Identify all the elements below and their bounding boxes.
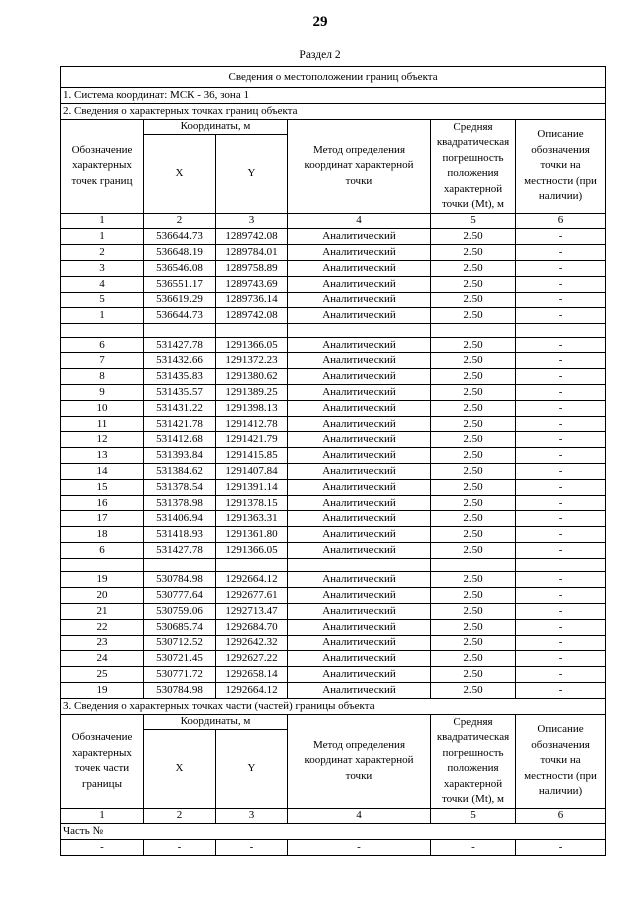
description-cell: - — [516, 448, 606, 464]
empty-cell — [144, 324, 216, 338]
point-cell: 14 — [61, 464, 144, 480]
part-cell: - — [431, 840, 516, 856]
method-cell: Аналитический — [288, 432, 431, 448]
y-cell: 1292664.12 — [216, 572, 288, 588]
y-cell: 1291366.05 — [216, 543, 288, 559]
method-cell: Аналитический — [288, 682, 431, 698]
method-cell: Аналитический — [288, 495, 431, 511]
accuracy-cell: 2.50 — [431, 229, 516, 245]
y-cell: 1291415.85 — [216, 448, 288, 464]
description-cell: - — [516, 385, 606, 401]
method-cell: Аналитический — [288, 543, 431, 559]
method-cell: Аналитический — [288, 527, 431, 543]
table-row — [61, 511, 606, 527]
x-cell: 530784.98 — [144, 682, 216, 698]
accuracy-cell: 2.50 — [431, 603, 516, 619]
accuracy-cell: 2.50 — [431, 400, 516, 416]
point-cell: 17 — [61, 511, 144, 527]
x-cell: 530685.74 — [144, 619, 216, 635]
y-cell: 1292684.70 — [216, 619, 288, 635]
column-numbers-row — [61, 213, 606, 229]
accuracy-cell: 2.50 — [431, 292, 516, 308]
point-cell: 4 — [61, 276, 144, 292]
x-cell: 531412.68 — [144, 432, 216, 448]
subsection3-row — [61, 698, 606, 714]
empty-cell — [516, 324, 606, 338]
method-cell: Аналитический — [288, 416, 431, 432]
table-row — [61, 276, 606, 292]
point-cell: 25 — [61, 667, 144, 683]
method-cell: Аналитический — [288, 619, 431, 635]
table-row — [61, 260, 606, 276]
description-cell: - — [516, 603, 606, 619]
point-cell: 12 — [61, 432, 144, 448]
table-row — [61, 635, 606, 651]
empty-cell — [144, 558, 216, 572]
method-cell: Аналитический — [288, 369, 431, 385]
description-cell: - — [516, 543, 606, 559]
header2-x: X — [144, 730, 216, 808]
table-row — [61, 400, 606, 416]
accuracy-cell: 2.50 — [431, 651, 516, 667]
point-cell: 24 — [61, 651, 144, 667]
header2-method: Метод определения координат характерной точки — [288, 714, 431, 808]
part-label-row — [61, 824, 606, 840]
empty-cell — [431, 324, 516, 338]
point-cell: 19 — [61, 572, 144, 588]
header2-point: Обозначение характерных точек части границы — [61, 714, 144, 808]
point-cell: 1 — [61, 229, 144, 245]
method-cell: Аналитический — [288, 385, 431, 401]
y-cell: 1291378.15 — [216, 495, 288, 511]
accuracy-cell: 2.50 — [431, 572, 516, 588]
y-cell: 1292664.12 — [216, 682, 288, 698]
table-row — [61, 619, 606, 635]
x-cell: 531435.57 — [144, 385, 216, 401]
method-cell: Аналитический — [288, 260, 431, 276]
point-cell: 15 — [61, 479, 144, 495]
description-cell: - — [516, 667, 606, 683]
y-cell: 1289743.69 — [216, 276, 288, 292]
x-cell: 530784.98 — [144, 572, 216, 588]
method-cell: Аналитический — [288, 276, 431, 292]
description-cell: - — [516, 229, 606, 245]
method-cell: Аналитический — [288, 448, 431, 464]
x-cell: 531378.98 — [144, 495, 216, 511]
x-cell: 536551.17 — [144, 276, 216, 292]
table-row — [61, 527, 606, 543]
point-cell: 18 — [61, 527, 144, 543]
empty-cell — [216, 558, 288, 572]
x-cell: 531435.83 — [144, 369, 216, 385]
table-row — [61, 292, 606, 308]
x-cell: 531378.54 — [144, 479, 216, 495]
point-cell: 7 — [61, 353, 144, 369]
table-row — [61, 667, 606, 683]
x-cell: 531421.78 — [144, 416, 216, 432]
empty-cell — [216, 324, 288, 338]
x-cell: 536648.19 — [144, 245, 216, 261]
x-cell: 531393.84 — [144, 448, 216, 464]
method-cell: Аналитический — [288, 245, 431, 261]
y-cell: 1292713.47 — [216, 603, 288, 619]
part-row — [61, 840, 606, 856]
description-cell: - — [516, 635, 606, 651]
method-cell: Аналитический — [288, 400, 431, 416]
accuracy-cell: 2.50 — [431, 276, 516, 292]
x-cell: 530712.52 — [144, 635, 216, 651]
empty-cell — [61, 558, 144, 572]
method-cell: Аналитический — [288, 337, 431, 353]
subsection2-row — [61, 103, 606, 119]
table-row — [61, 448, 606, 464]
x-cell: 536546.08 — [144, 260, 216, 276]
table-row — [61, 308, 606, 324]
accuracy-cell: 2.50 — [431, 527, 516, 543]
description-cell: - — [516, 276, 606, 292]
y-cell: 1291372.23 — [216, 353, 288, 369]
point-cell: 16 — [61, 495, 144, 511]
point-cell: 3 — [61, 260, 144, 276]
separator-row — [61, 324, 606, 338]
part-cell: - — [288, 840, 431, 856]
coord-system: 1. Система координат: МСК - 36, зона 1 — [61, 88, 606, 104]
header-coords: Координаты, м — [144, 119, 288, 135]
table-row — [61, 385, 606, 401]
accuracy-cell: 2.50 — [431, 369, 516, 385]
y-cell: 1291389.25 — [216, 385, 288, 401]
y-cell: 1292642.32 — [216, 635, 288, 651]
point-cell: 13 — [61, 448, 144, 464]
header2-y: Y — [216, 730, 288, 808]
point-cell: 20 — [61, 588, 144, 604]
table-row — [61, 369, 606, 385]
accuracy-cell: 2.50 — [431, 416, 516, 432]
empty-cell — [516, 558, 606, 572]
subsection-3-title: 3. Сведения о характерных точках части (частей) границы объекта — [61, 698, 606, 714]
point-cell: 10 — [61, 400, 144, 416]
method-cell: Аналитический — [288, 308, 431, 324]
empty-cell — [431, 558, 516, 572]
accuracy-cell: 2.50 — [431, 588, 516, 604]
column-number: 3 — [216, 808, 288, 824]
x-cell: 531427.78 — [144, 337, 216, 353]
description-cell: - — [516, 527, 606, 543]
y-cell: 1292677.61 — [216, 588, 288, 604]
header-point: Обозначение характерных точек границ — [61, 119, 144, 213]
column-number: 1 — [61, 808, 144, 824]
method-cell: Аналитический — [288, 464, 431, 480]
point-cell: 2 — [61, 245, 144, 261]
description-cell: - — [516, 464, 606, 480]
method-cell: Аналитический — [288, 479, 431, 495]
part-cell: - — [144, 840, 216, 856]
column-number: 2 — [144, 808, 216, 824]
coord-system-row — [61, 88, 606, 104]
description-cell: - — [516, 308, 606, 324]
point-cell: 1 — [61, 308, 144, 324]
description-cell: - — [516, 651, 606, 667]
description-cell: - — [516, 495, 606, 511]
accuracy-cell: 2.50 — [431, 432, 516, 448]
y-cell: 1289784.01 — [216, 245, 288, 261]
table-row — [61, 588, 606, 604]
table-row — [61, 479, 606, 495]
header-method: Метод определения координат характерной точки — [288, 119, 431, 213]
x-cell: 536619.29 — [144, 292, 216, 308]
point-cell: 22 — [61, 619, 144, 635]
part-cell: - — [516, 840, 606, 856]
y-cell: 1289736.14 — [216, 292, 288, 308]
method-cell: Аналитический — [288, 229, 431, 245]
point-cell: 9 — [61, 385, 144, 401]
table-row — [61, 416, 606, 432]
description-cell: - — [516, 432, 606, 448]
header2-accuracy: Средняя квадратическая погрешность положения характерной точки (Mt), м — [431, 714, 516, 808]
table-row — [61, 229, 606, 245]
method-cell: Аналитический — [288, 588, 431, 604]
y-cell: 1289742.08 — [216, 229, 288, 245]
empty-cell — [288, 324, 431, 338]
point-cell: 6 — [61, 337, 144, 353]
header2-row — [61, 714, 606, 730]
point-cell: 19 — [61, 682, 144, 698]
table-title-row — [61, 67, 606, 88]
accuracy-cell: 2.50 — [431, 245, 516, 261]
table-row — [61, 572, 606, 588]
y-cell: 1289758.89 — [216, 260, 288, 276]
x-cell: 531431.22 — [144, 400, 216, 416]
point-cell: 21 — [61, 603, 144, 619]
header-accuracy: Средняя квадратическая погрешность положения характерной точки (Mt), м — [431, 119, 516, 213]
column-number: 5 — [431, 808, 516, 824]
column-number: 1 — [61, 213, 144, 229]
boundary-table — [60, 66, 606, 856]
accuracy-cell: 2.50 — [431, 479, 516, 495]
header2-coords: Координаты, м — [144, 714, 288, 730]
description-cell: - — [516, 588, 606, 604]
method-cell: Аналитический — [288, 511, 431, 527]
x-cell: 531418.93 — [144, 527, 216, 543]
accuracy-cell: 2.50 — [431, 308, 516, 324]
x-cell: 530721.45 — [144, 651, 216, 667]
subsection-2-title: 2. Сведения о характерных точках границ объекта — [61, 103, 606, 119]
accuracy-cell: 2.50 — [431, 543, 516, 559]
y-cell: 1291398.13 — [216, 400, 288, 416]
table-title: Сведения о местоположении границ объекта — [61, 67, 606, 88]
table-row — [61, 353, 606, 369]
empty-cell — [288, 558, 431, 572]
accuracy-cell: 2.50 — [431, 337, 516, 353]
y-cell: 1292658.14 — [216, 667, 288, 683]
column-number: 2 — [144, 213, 216, 229]
description-cell: - — [516, 416, 606, 432]
description-cell: - — [516, 619, 606, 635]
description-cell: - — [516, 353, 606, 369]
point-cell: 8 — [61, 369, 144, 385]
y-cell: 1291391.14 — [216, 479, 288, 495]
description-cell: - — [516, 572, 606, 588]
x-cell: 536644.73 — [144, 308, 216, 324]
accuracy-cell: 2.50 — [431, 667, 516, 683]
point-cell: 11 — [61, 416, 144, 432]
column-number: 3 — [216, 213, 288, 229]
description-cell: - — [516, 337, 606, 353]
x-cell: 531406.94 — [144, 511, 216, 527]
description-cell: - — [516, 400, 606, 416]
table-row — [61, 543, 606, 559]
header2-description: Описание обозначения точки на местности (при наличии) — [516, 714, 606, 808]
column-number: 4 — [288, 213, 431, 229]
x-cell: 536644.73 — [144, 229, 216, 245]
x-cell: 531384.62 — [144, 464, 216, 480]
point-cell: 23 — [61, 635, 144, 651]
method-cell: Аналитический — [288, 635, 431, 651]
accuracy-cell: 2.50 — [431, 511, 516, 527]
empty-cell — [61, 324, 144, 338]
accuracy-cell: 2.50 — [431, 385, 516, 401]
part-label: Часть № — [61, 824, 606, 840]
description-cell: - — [516, 292, 606, 308]
y-cell: 1289742.08 — [216, 308, 288, 324]
x-cell: 531427.78 — [144, 543, 216, 559]
column-number: 6 — [516, 213, 606, 229]
page-number: 29 — [312, 14, 328, 30]
description-cell: - — [516, 682, 606, 698]
description-cell: - — [516, 369, 606, 385]
column-number: 4 — [288, 808, 431, 824]
point-cell: 6 — [61, 543, 144, 559]
description-cell: - — [516, 245, 606, 261]
y-cell: 1292627.22 — [216, 651, 288, 667]
y-cell: 1291361.80 — [216, 527, 288, 543]
description-cell: - — [516, 260, 606, 276]
y-cell: 1291412.78 — [216, 416, 288, 432]
accuracy-cell: 2.50 — [431, 448, 516, 464]
header-x: X — [144, 135, 216, 213]
table-row — [61, 432, 606, 448]
table-row — [61, 245, 606, 261]
method-cell: Аналитический — [288, 667, 431, 683]
part-cell: - — [61, 840, 144, 856]
y-cell: 1291407.84 — [216, 464, 288, 480]
point-cell: 5 — [61, 292, 144, 308]
accuracy-cell: 2.50 — [431, 495, 516, 511]
header-row — [61, 119, 606, 135]
column-numbers2-row — [61, 808, 606, 824]
description-cell: - — [516, 511, 606, 527]
method-cell: Аналитический — [288, 572, 431, 588]
column-number: 5 — [431, 213, 516, 229]
table-row — [61, 603, 606, 619]
x-cell: 530759.06 — [144, 603, 216, 619]
x-cell: 531432.66 — [144, 353, 216, 369]
table-row — [61, 464, 606, 480]
separator-row — [61, 558, 606, 572]
accuracy-cell: 2.50 — [431, 464, 516, 480]
accuracy-cell: 2.50 — [431, 353, 516, 369]
accuracy-cell: 2.50 — [431, 260, 516, 276]
description-cell: - — [516, 479, 606, 495]
header-description: Описание обозначения точки на местности (при наличии) — [516, 119, 606, 213]
section-title: Раздел 2 — [299, 49, 341, 61]
column-number: 6 — [516, 808, 606, 824]
x-cell: 530771.72 — [144, 667, 216, 683]
x-cell: 530777.64 — [144, 588, 216, 604]
table-row — [61, 651, 606, 667]
table-row — [61, 682, 606, 698]
y-cell: 1291363.31 — [216, 511, 288, 527]
y-cell: 1291380.62 — [216, 369, 288, 385]
method-cell: Аналитический — [288, 353, 431, 369]
table-row — [61, 495, 606, 511]
y-cell: 1291366.05 — [216, 337, 288, 353]
table-row — [61, 337, 606, 353]
method-cell: Аналитический — [288, 651, 431, 667]
accuracy-cell: 2.50 — [431, 619, 516, 635]
header-y: Y — [216, 135, 288, 213]
accuracy-cell: 2.50 — [431, 682, 516, 698]
method-cell: Аналитический — [288, 603, 431, 619]
part-cell: - — [216, 840, 288, 856]
method-cell: Аналитический — [288, 292, 431, 308]
accuracy-cell: 2.50 — [431, 635, 516, 651]
y-cell: 1291421.79 — [216, 432, 288, 448]
